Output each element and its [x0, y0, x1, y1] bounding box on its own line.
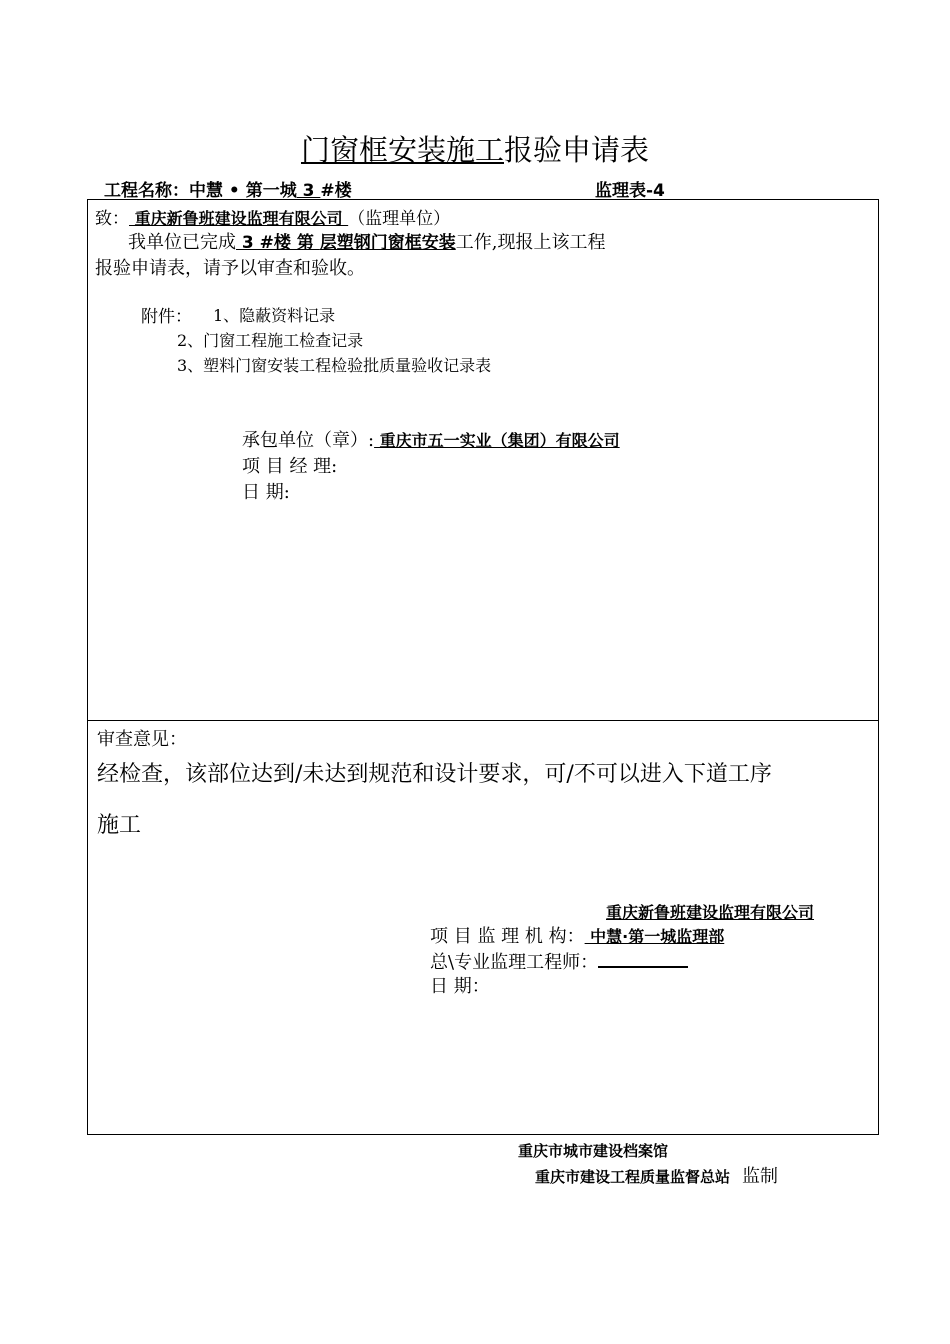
- title-part-2: 报验申请表: [504, 133, 650, 167]
- completion-line-2: 报验申请表，请予以审查和验收。: [95, 258, 365, 279]
- supervisor-company-signature: 重庆新鲁班建设监理有限公司: [606, 903, 815, 922]
- supervision-org-line: [430, 922, 724, 948]
- review-label: 审查意见：: [97, 729, 187, 750]
- attachment-item: 3、塑料门窗安装工程检验批质量验收记录表: [177, 356, 492, 375]
- title-part-1: 门窗框安装施工: [300, 133, 504, 167]
- project-label: 工程名称：中慧 • 第一城: [104, 181, 297, 201]
- addressee-line: [95, 204, 450, 229]
- footer-station: 重庆市建设工程质量监督总站: [535, 1168, 731, 1186]
- project-name-line: [104, 176, 352, 201]
- completion-item: 层塑钢门窗框安装: [319, 233, 456, 253]
- footer-archive: 重庆市城市建设档案馆: [518, 1142, 669, 1160]
- supervision-org-label: 项 目 监 理 机 构：: [430, 926, 585, 947]
- completion-prefix: 我单位已完成: [128, 232, 236, 253]
- review-date-field: 日 期：: [430, 976, 490, 997]
- completion-line: [128, 228, 605, 254]
- building-suffix: #楼: [320, 181, 352, 201]
- project-manager-field: 项 目 经 理:: [242, 456, 338, 477]
- review-text-2: 施工: [97, 813, 142, 838]
- to-label: 致：: [95, 209, 129, 229]
- supervising-engineer-line: [430, 948, 688, 974]
- form-divider: [87, 720, 879, 721]
- building-number: 3: [296, 181, 321, 201]
- supervising-engineer-label: 总\专业监理工程师：: [430, 952, 599, 973]
- attachments-label: 附件：: [141, 307, 192, 327]
- page-title: [0, 128, 950, 169]
- contractor-label: 承包单位（章）:: [242, 430, 375, 451]
- supervisor-company: 重庆新鲁班建设监理有限公司: [129, 209, 349, 228]
- review-text: 经检查，该部位达到/未达到规范和设计要求，可/不可以进入下道工序: [97, 762, 772, 787]
- attachment-item: 1、隐蔽资料记录: [213, 306, 336, 325]
- attachment-item: 2、门窗工程施工检查记录: [177, 331, 364, 350]
- contractor-line: [242, 426, 620, 452]
- engineer-signature-blank: [598, 952, 688, 968]
- application-date-field: 日 期:: [242, 482, 290, 503]
- supervision-org-name: 中慧·第一城监理部: [584, 927, 725, 946]
- completion-suffix: 工作,现报上该工程: [455, 232, 606, 253]
- supervisor-unit-label: （监理单位）: [348, 209, 451, 229]
- footer-supervision: [535, 1162, 778, 1188]
- form-code: 监理表-4: [595, 181, 665, 201]
- contractor-name: 重庆市五一实业（集团）有限公司: [374, 431, 620, 450]
- footer-suffix: 监制: [742, 1166, 779, 1187]
- completion-building: 3 #楼 第: [236, 233, 320, 253]
